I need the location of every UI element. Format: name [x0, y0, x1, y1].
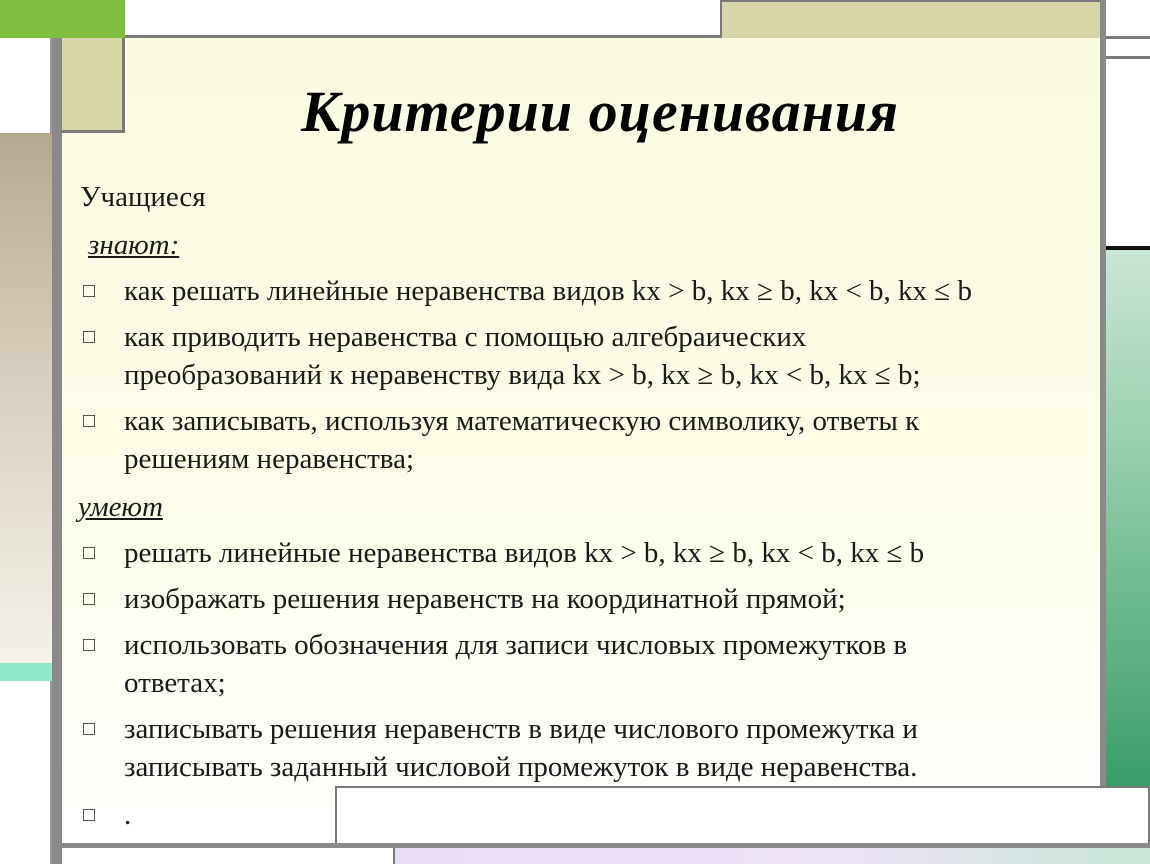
top-right-divider	[1102, 36, 1150, 39]
bottom-white-panel	[335, 786, 1150, 846]
list-item-text: как записывать, используя математическую символику, ответы к	[124, 405, 920, 437]
checkbox-bullet-icon: □	[83, 634, 96, 656]
checkbox-bullet-icon: □	[83, 280, 96, 302]
list-item-text: как решать линейные неравенства видов kx > b, kx ≥ b, kx < b, kx ≤ b	[124, 275, 972, 307]
top-white-band	[125, 0, 720, 38]
right-green-gradient-block	[1106, 250, 1150, 786]
list-item-text: .	[124, 799, 132, 831]
checkbox-bullet-icon: □	[83, 542, 96, 564]
checkbox-bullet-icon: □	[83, 718, 96, 740]
green-corner-block	[0, 0, 125, 38]
list-item-text: записывать решения неравенств в виде числового промежутка и	[124, 713, 918, 745]
slide-title: Критерии оценивания	[300, 79, 899, 144]
list-item-text: использовать обозначения для записи числовых промежутков в	[124, 629, 908, 661]
left-cyan-stripe	[0, 663, 52, 681]
list-item-text: как приводить неравенства с помощью алгебраических	[124, 321, 807, 353]
know-heading: знают:	[88, 229, 180, 261]
bottom-white-strip	[62, 848, 395, 864]
can-heading: умеют	[78, 491, 163, 523]
checkbox-bullet-icon: □	[83, 410, 96, 432]
left-white-block-bottom	[0, 681, 52, 864]
top-right-divider	[1102, 56, 1150, 59]
left-tan-gradient-block	[0, 133, 52, 663]
list-item-text: изображать решения неравенств на координатной прямой;	[124, 583, 846, 615]
top-right-white-block	[1102, 0, 1150, 60]
intro-text: Учащиеся	[80, 181, 206, 213]
checkbox-bullet-icon: □	[83, 326, 96, 348]
list-item-text: записывать заданный числовой промежуток в виде неравенства.	[124, 751, 918, 783]
list-item-text: решениям неравенства;	[124, 443, 415, 475]
list-item-text: решать линейные неравенства видов kx > b, kx ≥ b, kx < b, kx ≤ b	[124, 537, 925, 569]
bottom-lavender-strip	[395, 848, 1150, 864]
list-item-text: ответах;	[124, 667, 226, 699]
checkbox-bullet-icon: □	[83, 588, 96, 610]
checkbox-bullet-icon: □	[83, 804, 96, 826]
list-item-text: преобразований к неравенству вида kx > b, kx ≥ b, kx < b, kx ≤ b;	[124, 359, 921, 391]
left-frame-bar	[52, 38, 62, 864]
